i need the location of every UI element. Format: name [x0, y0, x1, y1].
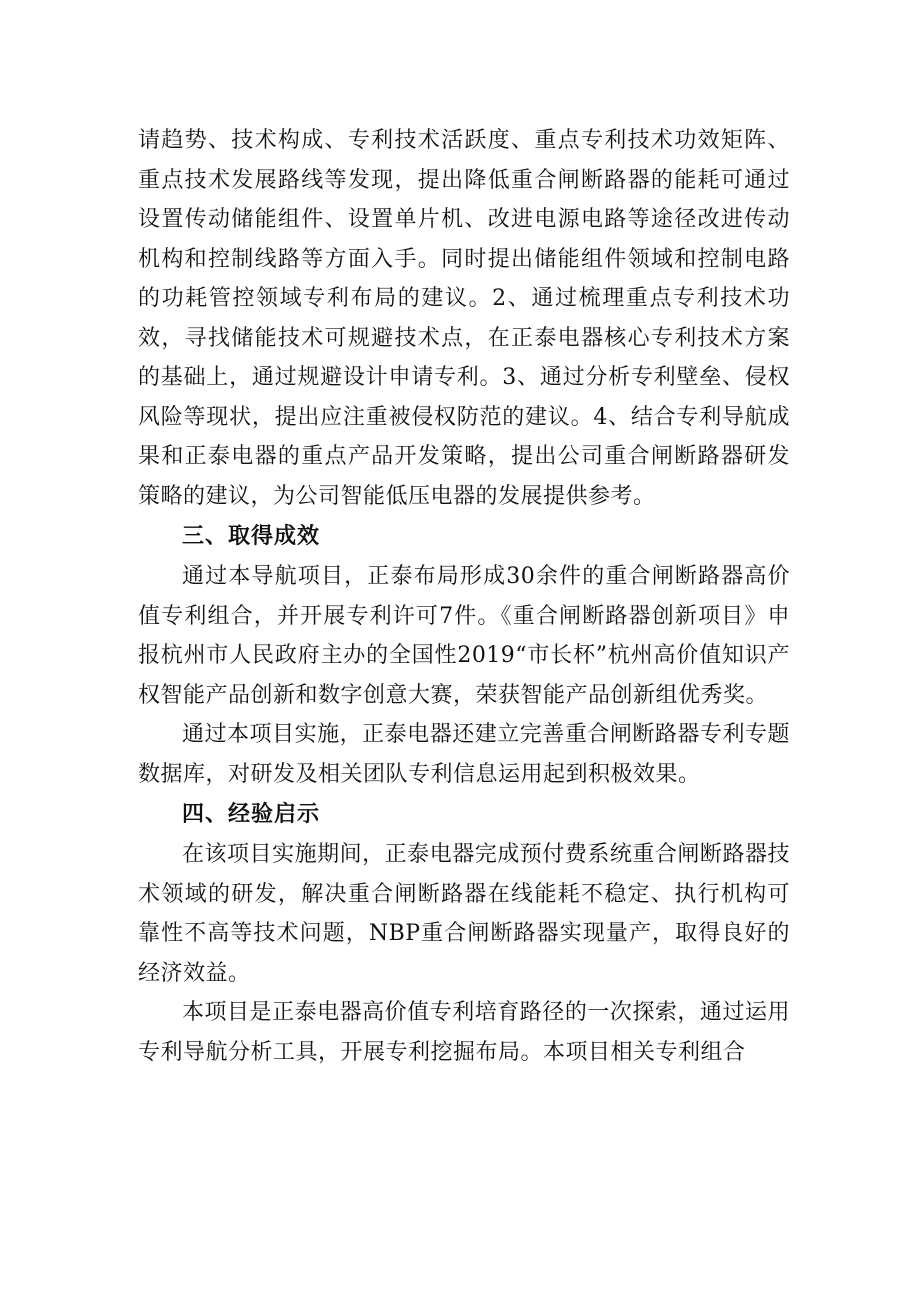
- results-paragraph-2: 通过本项目实施，正泰电器还建立完善重合闸断路器专利专题数据库，对研发及相关团队专利信息运用起到积极效果。: [138, 722, 790, 787]
- continued-paragraph: 请趋势、技术构成、专利技术活跃度、重点专利技术功效矩阵、重点技术发展路线等发现，提出降低重合闸断路器的能耗可通过设置传动储能组件、设置单片机、改进电源电路等途径改进传动机构和控制线路等方面入手。同时提出储能组件领域和控制电路的功耗管控领域专利布局的建议。2、通过梳理重点专利技术功效，寻找储能技术可规避技术点，在正泰电器核心专利技术方案的基础上，通过规避设计申请专利。3、通过分析专利壁垒、侵权风险等现状，提出应注重被侵权防范的建议。4、结合专利导航成果和正泰电器的重点产品开发策略，提出公司重合闸断路器研发策略的建议，为公司智能低压电器的发展提供参考。: [138, 128, 790, 509]
- section-heading-lessons: 四、经验启示: [182, 802, 321, 827]
- results-paragraph-1: 通过本导航项目，正泰布局形成30余件的重合闸断路器高价值专利组合，并开展专利许可7件。《重合闸断路器创新项目》申报杭州市人民政府主办的全国性2019“市长杯”杭州高价值知识产权智能产品创新和数字创意大赛，荣获智能产品创新组优秀奖。: [138, 564, 790, 708]
- document-body: [138, 121, 790, 1072]
- lessons-paragraph-1: 在该项目实施期间，正泰电器完成预付费系统重合闸断路器技术领域的研发，解决重合闸断路器在线能耗不稳定、执行机构可靠性不高等技术问题，NBP重合闸断路器实现量产，取得良好的经济效益。: [138, 842, 790, 986]
- section-heading-results: 三、取得成效: [182, 524, 321, 549]
- lessons-paragraph-2: 本项目是正泰电器高价值专利培育路径的一次探索，通过运用专利导航分析工具，开展专利挖掘布局。本项目相关专利组合: [138, 1000, 790, 1065]
